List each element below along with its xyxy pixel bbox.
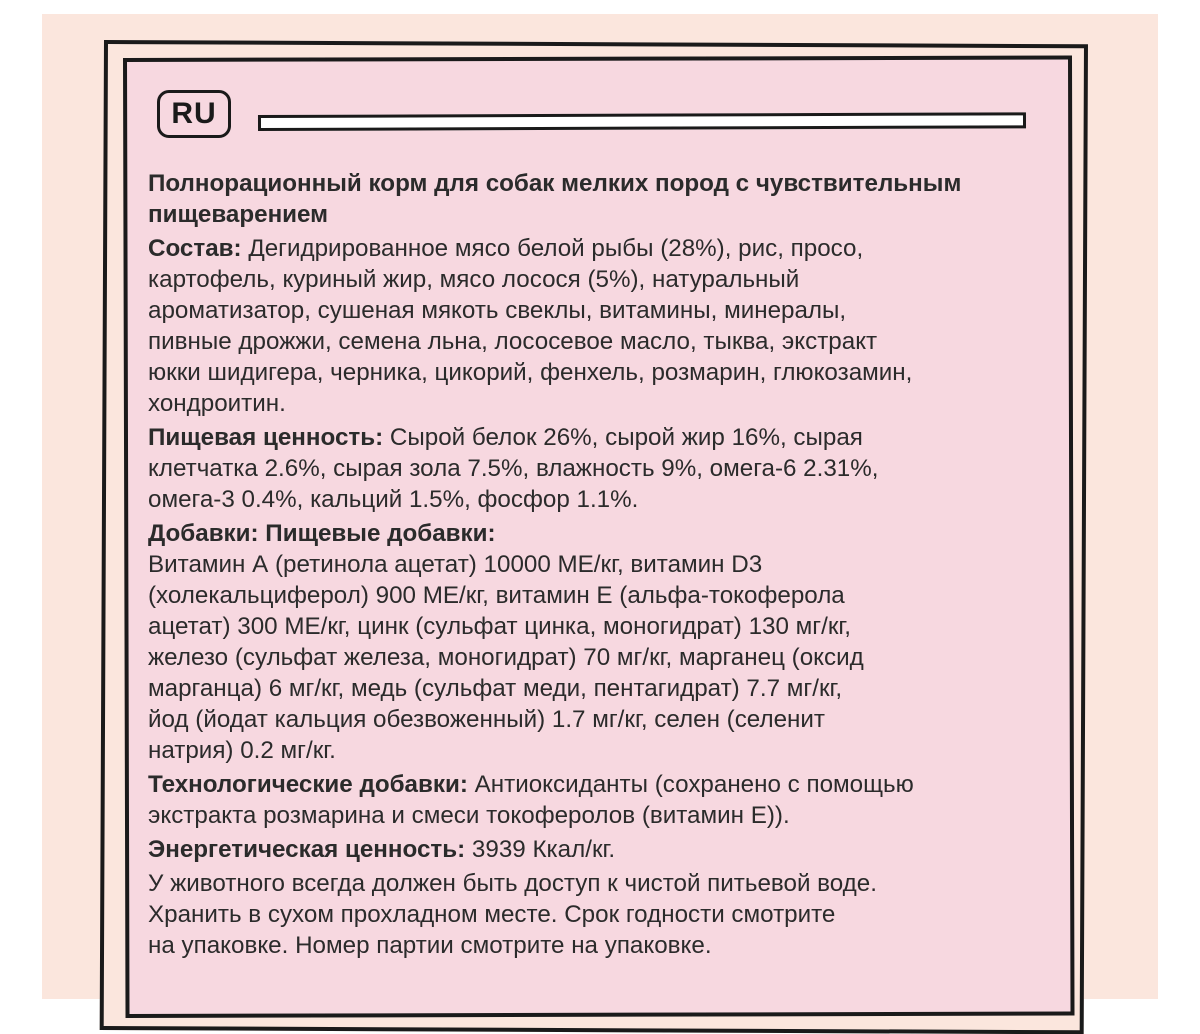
composition-heading: Состав: (148, 235, 242, 262)
product-title: Полнорационный корм для собак мелких пород с чувствительным пищеварением (148, 170, 962, 228)
language-badge: RU (157, 90, 231, 138)
composition-section: Состав: Дегидрированное мясо белой рыбы (28%), рис, просо, картофель, куриный жир, мясо лосося (5%), натуральный ароматизатор, сушеная мякоть свеклы, витамины, минералы, пивные дрожжи, семена льна, лососевое масло, тыква, экстракт юкки шидигера, черника, цикорий, фенхель, розмарин, глюкозамин, хондроитин. (148, 235, 913, 417)
label-content (148, 168, 1058, 964)
nutrition-section: Пищевая ценность: Сырой белок 26%, сырой жир 16%, сырая клетчатка 2.6%, сырая зола 7.5%, влажность 9%, омега-6 2.31%, омега-3 0.4%, кальций 1.5%, фосфор 1.1%. (148, 424, 879, 513)
energy-section: Энергетическая ценность: 3939 Ккал/кг. (148, 836, 616, 863)
energy-heading: Энергетическая ценность: (148, 836, 466, 863)
additives-heading: Добавки: Пищевые добавки: (148, 520, 496, 547)
tech-additives-heading: Технологические добавки: (148, 771, 468, 798)
tech-additives-section: Технологические добавки: Антиоксиданты (сохранено с помощью экстракта розмарина и смеси токоферолов (витамин Е)). (148, 771, 914, 829)
nutrition-heading: Пищевая ценность: (148, 424, 384, 451)
storage-notes: У животного всегда должен быть доступ к чистой питьевой воде. Хранить в сухом прохладном месте. Срок годности смотрите на упаковке. Номер партии смотрите на упаковке. (148, 870, 877, 959)
header-rule (258, 112, 1026, 131)
additives-section: Добавки: Пищевые добавки: Витамин А (ретинола ацетат) 10000 МЕ/кг, витамин D3 (холекальциферол) 900 МЕ/кг, витамин Е (альфа-токоферола ацетат) 300 МЕ/кг, цинк (сульфат цинка, моногидрат) 130 мг/кг, железо (сульфат железа, моногидрат) 70 мг/кг, марганец (оксид марганца) 6 мг/кг, медь (сульфат меди, пентагидрат) 7.7 мг/кг, йод (йодат кальция обезвоженный) 1.7 мг/кг, селен (селенит натрия) 0.2 мг/кг. (148, 518, 1058, 766)
